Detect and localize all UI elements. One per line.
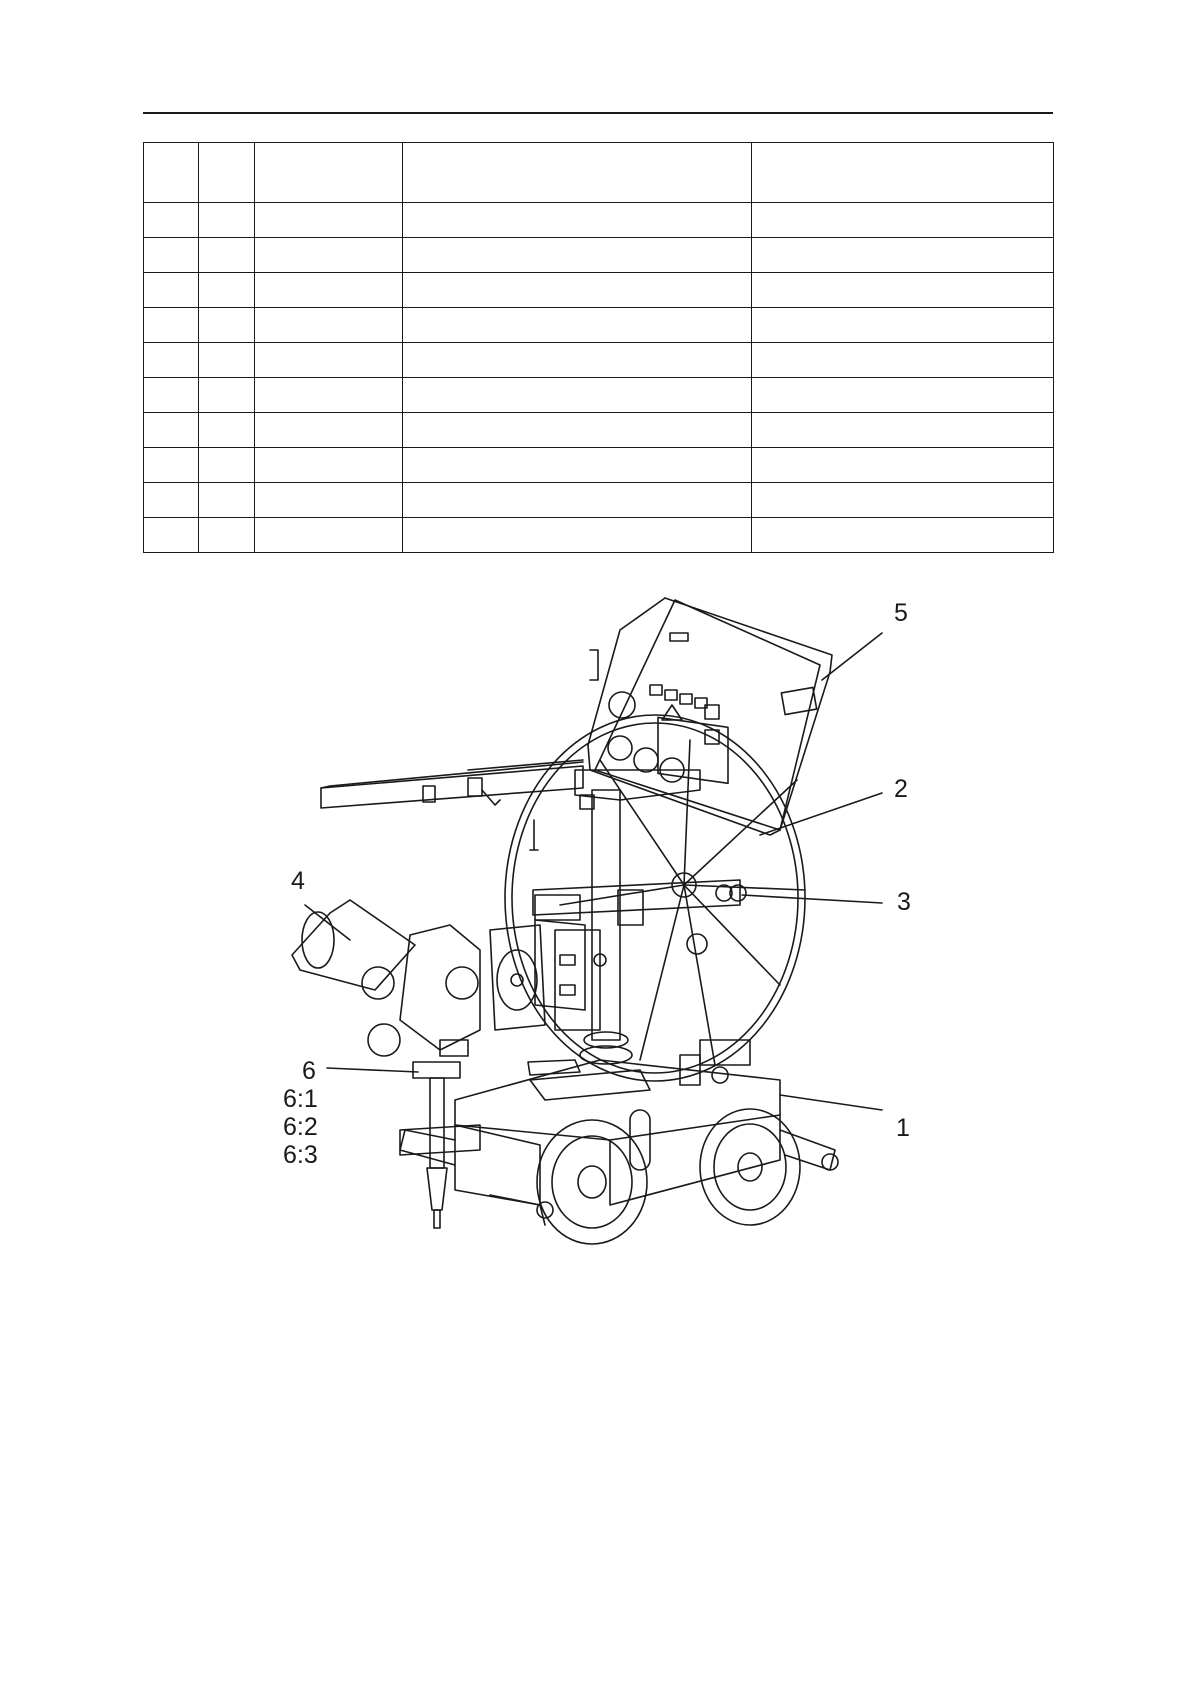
table-row	[144, 518, 1054, 553]
table-cell	[199, 273, 255, 308]
table-row	[144, 378, 1054, 413]
table-cell	[144, 483, 199, 518]
table-cell	[199, 448, 255, 483]
table-cell	[255, 483, 403, 518]
table-cell	[199, 343, 255, 378]
table-cell	[199, 308, 255, 343]
carriage-body	[455, 1040, 780, 1205]
table-cell	[199, 378, 255, 413]
table-row	[144, 343, 1054, 378]
table-header-cell	[752, 143, 1054, 203]
table-cell	[255, 378, 403, 413]
callout-6-1: 6:1	[283, 1085, 318, 1113]
table-row	[144, 273, 1054, 308]
table-cell	[752, 203, 1054, 238]
table-header-cell	[199, 143, 255, 203]
table-cell	[403, 483, 752, 518]
header-rule	[143, 112, 1053, 114]
table-cell	[752, 238, 1054, 273]
table-cell	[752, 273, 1054, 308]
table-cell	[255, 308, 403, 343]
table-header-row	[144, 143, 1054, 203]
callout-5: 5	[894, 599, 908, 627]
table-cell	[403, 378, 752, 413]
callout-6-2: 6:2	[283, 1113, 318, 1141]
table-cell	[752, 448, 1054, 483]
table-cell	[144, 413, 199, 448]
table-header-cell	[403, 143, 752, 203]
table-cell	[144, 343, 199, 378]
table-cell	[144, 308, 199, 343]
table-cell	[144, 238, 199, 273]
table-cell	[255, 413, 403, 448]
table-cell	[144, 203, 199, 238]
table-row	[144, 483, 1054, 518]
table-cell	[752, 483, 1054, 518]
table-cell	[752, 413, 1054, 448]
cross-slide	[533, 880, 746, 1030]
table-cell	[255, 203, 403, 238]
callout-labels	[283, 599, 911, 1169]
table-row	[144, 238, 1054, 273]
callout-leaders	[305, 633, 882, 1110]
table-row	[144, 448, 1054, 483]
callout-6-3: 6:3	[283, 1141, 318, 1169]
table-row	[144, 203, 1054, 238]
table-cell	[255, 343, 403, 378]
welding-tractor-illustration	[0, 560, 1190, 1260]
table-header-cell	[255, 143, 403, 203]
table-cell	[752, 343, 1054, 378]
table-cell	[144, 378, 199, 413]
table-cell	[403, 273, 752, 308]
table-row	[144, 413, 1054, 448]
callout-3: 3	[897, 888, 911, 916]
table-cell	[403, 448, 752, 483]
table-cell	[752, 308, 1054, 343]
wheels	[400, 1109, 838, 1244]
table-cell	[199, 518, 255, 553]
parts-table	[143, 142, 1054, 553]
vertical-column	[575, 770, 700, 1064]
table-cell	[255, 518, 403, 553]
table-cell	[199, 483, 255, 518]
table-cell	[144, 448, 199, 483]
table-cell	[403, 343, 752, 378]
table-cell	[752, 378, 1054, 413]
callout-1: 1	[896, 1114, 910, 1142]
table-cell	[255, 238, 403, 273]
table-cell	[403, 413, 752, 448]
boom-arm	[321, 760, 583, 808]
table-cell	[403, 203, 752, 238]
welding-torch	[400, 1062, 480, 1228]
table-cell	[403, 308, 752, 343]
table-cell	[403, 238, 752, 273]
table-cell	[199, 238, 255, 273]
table-cell	[199, 203, 255, 238]
table-cell	[144, 518, 199, 553]
callout-6: 6	[302, 1057, 316, 1085]
table-cell	[144, 273, 199, 308]
table-row	[144, 308, 1054, 343]
table-cell	[255, 448, 403, 483]
table-header-cell	[144, 143, 199, 203]
table-cell	[199, 413, 255, 448]
callout-4: 4	[291, 867, 305, 895]
callout-2: 2	[894, 775, 908, 803]
table-cell	[403, 518, 752, 553]
table-cell	[752, 518, 1054, 553]
table-cell	[255, 273, 403, 308]
